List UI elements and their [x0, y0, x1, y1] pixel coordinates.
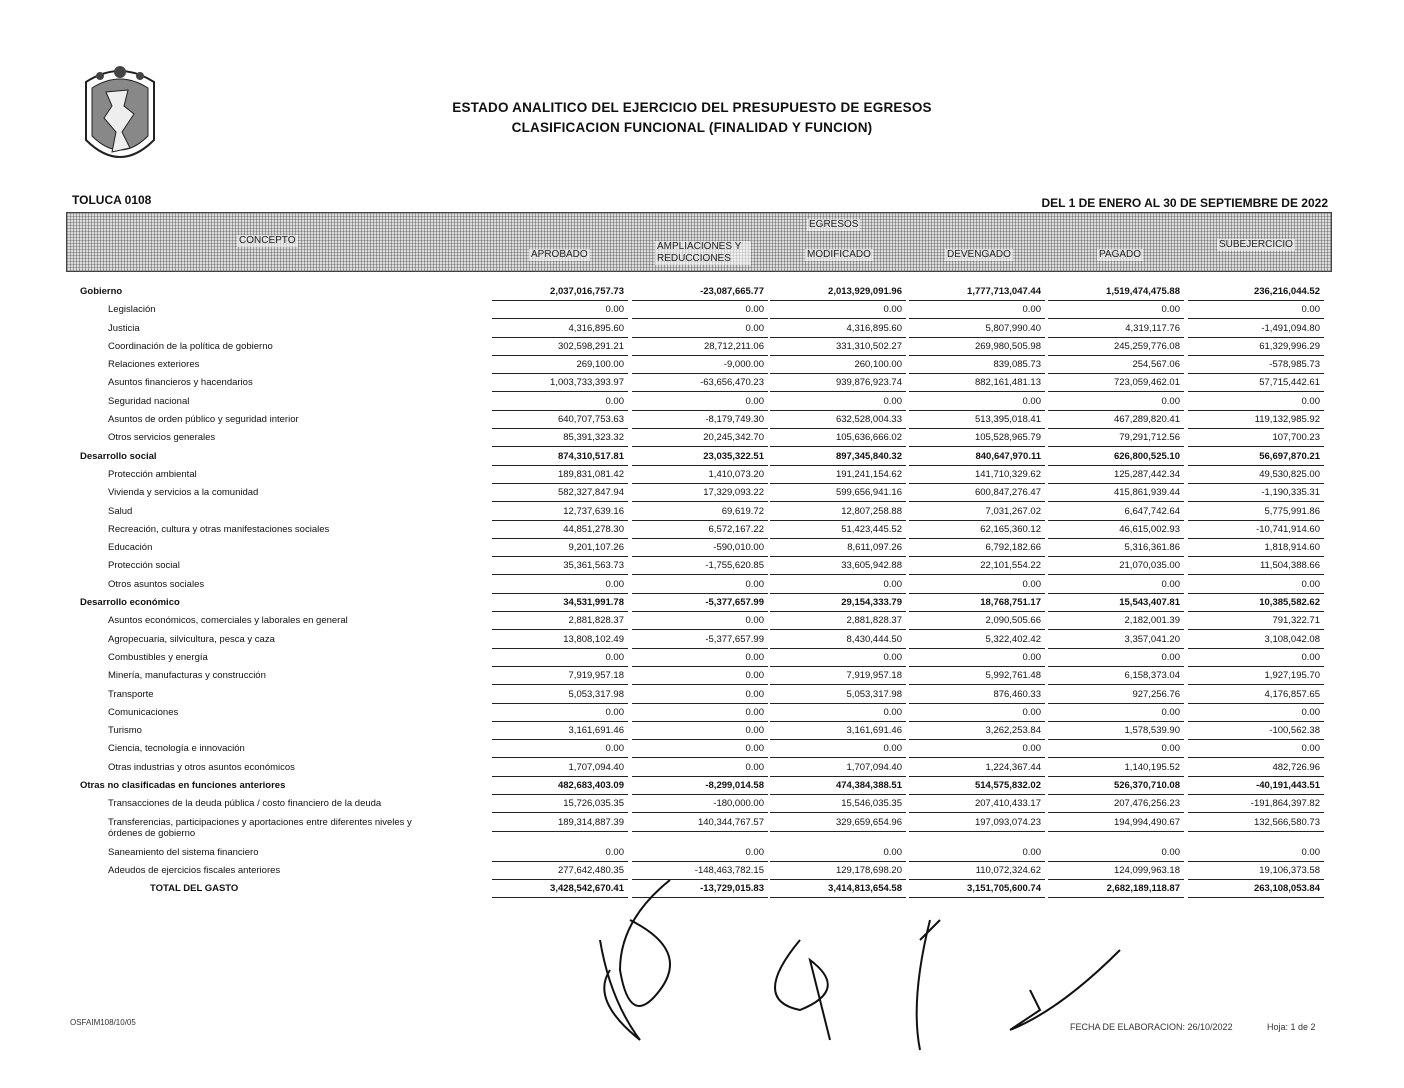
cell-devengado: 105,528,965.79 — [909, 432, 1045, 447]
cell-ampliaciones-y-reducciones: 0.00 — [632, 743, 768, 758]
cell-ampliaciones-y-reducciones: -13,729,015.83 — [632, 883, 768, 898]
cell-devengado: 197,093,074.23 — [909, 817, 1045, 832]
cell-subejercicio: 0.00 — [1188, 396, 1324, 411]
table-row — [66, 723, 1330, 741]
row-label: Vivienda y servicios a la comunidad — [108, 487, 259, 499]
report-title: ESTADO ANALITICO DEL EJERCICIO DEL PRESUPUESTO DE EGRESOS — [452, 100, 932, 115]
cell-devengado: 3,151,705,600.74 — [909, 883, 1045, 898]
cell-pagado: 2,682,189,118.87 — [1048, 883, 1184, 898]
cell-aprobado: 189,314,887.39 — [492, 817, 628, 832]
table-row — [66, 558, 1330, 576]
row-label: Coordinación de la política de gobierno — [108, 340, 273, 352]
header-ampliaciones: AMPLIACIONES Y REDUCCIONES — [655, 241, 751, 265]
cell-ampliaciones-y-reducciones: -1,755,620.85 — [632, 560, 768, 575]
cell-pagado: 927,256.76 — [1048, 689, 1184, 704]
row-label: Educación — [108, 542, 153, 554]
cell-pagado: 467,289,820.41 — [1048, 414, 1184, 429]
row-label: Adeudos de ejercicios fiscales anteriores — [108, 864, 281, 876]
cell-subejercicio: 11,504,388.66 — [1188, 560, 1324, 575]
cell-modificado: 3,414,813,654.58 — [770, 883, 906, 898]
cell-aprobado: 302,598,291.21 — [492, 341, 628, 356]
section-row — [66, 595, 1330, 613]
cell-subejercicio: 1,818,914.60 — [1188, 542, 1324, 557]
cell-modificado: 8,611,097.26 — [770, 542, 906, 557]
cell-subejercicio: 61,329,996.29 — [1188, 341, 1324, 356]
cell-devengado: 0.00 — [909, 743, 1045, 758]
cell-modificado: 51,423,445.52 — [770, 524, 906, 539]
row-label: Gobierno — [80, 286, 123, 297]
cell-modificado: 191,241,154.62 — [770, 469, 906, 484]
cell-pagado: 3,357,041.20 — [1048, 634, 1184, 649]
cell-aprobado: 1,707,094.40 — [492, 762, 628, 777]
cell-subejercicio: -578,985.73 — [1188, 359, 1324, 374]
page-number: Hoja: 1 de 2 — [1267, 1022, 1316, 1032]
cell-devengado: 141,710,329.62 — [909, 469, 1045, 484]
cell-ampliaciones-y-reducciones: 28,712,211.06 — [632, 341, 768, 356]
cell-ampliaciones-y-reducciones: 0.00 — [632, 652, 768, 667]
cell-pagado: 79,291,712.56 — [1048, 432, 1184, 447]
cell-aprobado: 3,161,691.46 — [492, 725, 628, 740]
cell-ampliaciones-y-reducciones: -148,463,782.15 — [632, 865, 768, 880]
cell-aprobado: 189,831,081.42 — [492, 469, 628, 484]
cell-subejercicio: 0.00 — [1188, 847, 1324, 862]
cell-aprobado: 1,003,733,393.97 — [492, 377, 628, 392]
cell-subejercicio: 0.00 — [1188, 579, 1324, 594]
cell-aprobado: 34,531,991.78 — [492, 597, 628, 612]
cell-pagado: 46,615,002.93 — [1048, 524, 1184, 539]
table-row — [66, 650, 1330, 668]
cell-devengado: 269,980,505.98 — [909, 341, 1045, 356]
cell-modificado: 2,881,828.37 — [770, 615, 906, 630]
cell-modificado: 4,316,895.60 — [770, 323, 906, 338]
cell-modificado: 0.00 — [770, 304, 906, 319]
row-label: Otros servicios generales — [108, 432, 216, 444]
cell-subejercicio: 482,726.96 — [1188, 762, 1324, 777]
cell-devengado: 600,847,276.47 — [909, 487, 1045, 502]
cell-modificado: 7,919,957.18 — [770, 670, 906, 685]
cell-aprobado: 0.00 — [492, 847, 628, 862]
cell-aprobado: 85,391,323.32 — [492, 432, 628, 447]
row-label: Asuntos de orden público y seguridad interior — [108, 414, 299, 426]
cell-pagado: 6,647,742.64 — [1048, 506, 1184, 521]
cell-subejercicio: -1,190,335.31 — [1188, 487, 1324, 502]
cell-ampliaciones-y-reducciones: 0.00 — [632, 579, 768, 594]
row-label: Transferencias, participaciones y aportaciones entre diferentes niveles y órdenes de gobierno — [108, 816, 412, 839]
cell-pagado: 0.00 — [1048, 304, 1184, 319]
cell-ampliaciones-y-reducciones: 0.00 — [632, 396, 768, 411]
cell-devengado: 0.00 — [909, 396, 1045, 411]
cell-devengado: 62,165,360.12 — [909, 524, 1045, 539]
form-code: OSFAIM108/10/05 — [70, 1018, 136, 1027]
cell-modificado: 3,161,691.46 — [770, 725, 906, 740]
cell-ampliaciones-y-reducciones: -5,377,657.99 — [632, 597, 768, 612]
table-row — [66, 668, 1330, 686]
row-label: Justicia — [108, 322, 140, 334]
cell-ampliaciones-y-reducciones: -8,179,749.30 — [632, 414, 768, 429]
cell-subejercicio: 0.00 — [1188, 707, 1324, 722]
cell-aprobado: 0.00 — [492, 652, 628, 667]
row-label: Protección social — [108, 560, 180, 572]
cell-aprobado: 7,919,957.18 — [492, 670, 628, 685]
cell-subejercicio: 57,715,442.61 — [1188, 377, 1324, 392]
cell-pagado: 1,519,474,475.88 — [1048, 286, 1184, 301]
table-row — [66, 412, 1330, 430]
cell-pagado: 626,800,525.10 — [1048, 451, 1184, 466]
row-label: Transporte — [108, 688, 154, 700]
cell-subejercicio: 119,132,985.92 — [1188, 414, 1324, 429]
table-row — [66, 845, 1330, 863]
table-row — [66, 613, 1330, 631]
cell-modificado: 260,100.00 — [770, 359, 906, 374]
cell-modificado: 474,384,388.51 — [770, 780, 906, 795]
cell-pagado: 0.00 — [1048, 396, 1184, 411]
cell-ampliaciones-y-reducciones: 0.00 — [632, 847, 768, 862]
cell-aprobado: 5,053,317.98 — [492, 689, 628, 704]
cell-devengado: 0.00 — [909, 652, 1045, 667]
cell-modificado: 2,013,929,091.96 — [770, 286, 906, 301]
cell-ampliaciones-y-reducciones: 0.00 — [632, 304, 768, 319]
row-label: TOTAL DEL GASTO — [150, 883, 239, 895]
row-label: Protección ambiental — [108, 468, 197, 480]
table-row — [66, 339, 1330, 357]
report-subtitle: CLASIFICACION FUNCIONAL (FINALIDAD Y FUNCION) — [511, 120, 873, 135]
cell-subejercicio: 0.00 — [1188, 743, 1324, 758]
cell-ampliaciones-y-reducciones: 23,035,322.51 — [632, 451, 768, 466]
table-row — [66, 577, 1330, 595]
cell-devengado: 22,101,554.22 — [909, 560, 1045, 575]
table-header — [66, 212, 1332, 272]
row-label: Turismo — [108, 725, 142, 737]
cell-pagado: 5,316,361.86 — [1048, 542, 1184, 557]
cell-devengado: 840,647,970.11 — [909, 451, 1045, 466]
cell-ampliaciones-y-reducciones: -8,299,014.58 — [632, 780, 768, 795]
cell-subejercicio: -191,864,397.82 — [1188, 798, 1324, 813]
table-row — [66, 687, 1330, 705]
cell-modificado: 33,605,942.88 — [770, 560, 906, 575]
cell-pagado: 245,259,776.08 — [1048, 341, 1184, 356]
cell-subejercicio: 107,700.23 — [1188, 432, 1324, 447]
cell-devengado: 207,410,433.17 — [909, 798, 1045, 813]
cell-ampliaciones-y-reducciones: 0.00 — [632, 707, 768, 722]
cell-modificado: 5,053,317.98 — [770, 689, 906, 704]
budget-table — [66, 284, 1330, 900]
cell-pagado: 526,370,710.08 — [1048, 780, 1184, 795]
row-label: Otras no clasificadas en funciones anteriores — [80, 780, 286, 792]
cell-aprobado: 874,310,517.81 — [492, 451, 628, 466]
cell-pagado: 0.00 — [1048, 847, 1184, 862]
row-label: Asuntos económicos, comerciales y laborales en general — [108, 615, 348, 627]
cell-aprobado: 4,316,895.60 — [492, 323, 628, 338]
cell-modificado: 1,707,094.40 — [770, 762, 906, 777]
cell-devengado: 0.00 — [909, 707, 1045, 722]
cell-devengado: 882,161,481.13 — [909, 377, 1045, 392]
cell-devengado: 1,777,713,047.44 — [909, 286, 1045, 301]
row-label: Minería, manufacturas y construcción — [108, 670, 266, 682]
cell-subejercicio: 19,106,373.58 — [1188, 865, 1324, 880]
cell-modificado: 632,528,004.33 — [770, 414, 906, 429]
cell-devengado: 3,262,253.84 — [909, 725, 1045, 740]
cell-aprobado: 0.00 — [492, 304, 628, 319]
cell-pagado: 1,578,539.90 — [1048, 725, 1184, 740]
row-label: Recreación, cultura y otras manifestaciones sociales — [108, 523, 330, 535]
cell-devengado: 2,090,505.66 — [909, 615, 1045, 630]
cell-pagado: 4,319,117.76 — [1048, 323, 1184, 338]
cell-aprobado: 15,726,035.35 — [492, 798, 628, 813]
table-row — [66, 863, 1330, 881]
cell-pagado: 0.00 — [1048, 579, 1184, 594]
cell-ampliaciones-y-reducciones: -23,087,665.77 — [632, 286, 768, 301]
municipal-seal-logo — [78, 62, 162, 174]
cell-ampliaciones-y-reducciones: 6,572,167.22 — [632, 524, 768, 539]
section-row — [66, 778, 1330, 796]
cell-devengado: 0.00 — [909, 579, 1045, 594]
cell-modificado: 0.00 — [770, 847, 906, 862]
cell-pagado: 124,099,963.18 — [1048, 865, 1184, 880]
signatures — [560, 880, 1160, 1060]
table-row — [66, 357, 1330, 375]
cell-aprobado: 12,737,639.16 — [492, 506, 628, 521]
cell-pagado: 0.00 — [1048, 652, 1184, 667]
header-subejercicio: SUBEJERCICIO — [1219, 239, 1293, 250]
cell-pagado: 21,070,035.00 — [1048, 560, 1184, 575]
cell-subejercicio: 791,322.71 — [1188, 615, 1324, 630]
cell-ampliaciones-y-reducciones: 0.00 — [632, 725, 768, 740]
cell-devengado: 513,395,018.41 — [909, 414, 1045, 429]
cell-devengado: 514,575,832.02 — [909, 780, 1045, 795]
cell-devengado: 839,085.73 — [909, 359, 1045, 374]
cell-pagado: 125,287,442.34 — [1048, 469, 1184, 484]
cell-devengado: 5,992,761.48 — [909, 670, 1045, 685]
cell-devengado: 0.00 — [909, 847, 1045, 862]
table-row — [66, 796, 1330, 814]
cell-pagado: 415,861,939.44 — [1048, 487, 1184, 502]
cell-devengado: 5,322,402.42 — [909, 634, 1045, 649]
cell-modificado: 897,345,840.32 — [770, 451, 906, 466]
cell-pagado: 15,543,407.81 — [1048, 597, 1184, 612]
cell-pagado: 1,140,195.52 — [1048, 762, 1184, 777]
cell-devengado: 6,792,182.66 — [909, 542, 1045, 557]
header-concepto: CONCEPTO — [239, 235, 296, 246]
cell-aprobado: 640,707,753.63 — [492, 414, 628, 429]
cell-modificado: 0.00 — [770, 743, 906, 758]
header-modificado: MODIFICADO — [807, 249, 871, 260]
cell-subejercicio: -100,562.38 — [1188, 725, 1324, 740]
cell-ampliaciones-y-reducciones: -5,377,657.99 — [632, 634, 768, 649]
row-label: Combustibles y energía — [108, 651, 208, 663]
cell-ampliaciones-y-reducciones: 1,410,073.20 — [632, 469, 768, 484]
row-label: Desarrollo económico — [80, 597, 180, 609]
cell-modificado: 331,310,502.27 — [770, 341, 906, 356]
cell-aprobado: 2,037,016,757.73 — [492, 286, 628, 301]
cell-devengado: 7,031,267.02 — [909, 506, 1045, 521]
table-row — [66, 632, 1330, 650]
cell-aprobado: 0.00 — [492, 396, 628, 411]
table-row — [66, 504, 1330, 522]
cell-aprobado: 9,201,107.26 — [492, 542, 628, 557]
cell-subejercicio: 0.00 — [1188, 304, 1324, 319]
cell-devengado: 0.00 — [909, 304, 1045, 319]
cell-pagado: 723,059,462.01 — [1048, 377, 1184, 392]
cell-devengado: 1,224,367.44 — [909, 762, 1045, 777]
cell-modificado: 129,178,698.20 — [770, 865, 906, 880]
period-label: DEL 1 DE ENERO AL 30 DE SEPTIEMBRE DE 2022 — [1041, 196, 1328, 210]
table-row — [66, 485, 1330, 503]
table-row — [66, 760, 1330, 778]
cell-ampliaciones-y-reducciones: -63,656,470.23 — [632, 377, 768, 392]
row-label: Otras industrias y otros asuntos económicos — [108, 761, 295, 773]
section-row — [66, 449, 1330, 467]
cell-subejercicio: 56,697,870.21 — [1188, 451, 1324, 466]
cell-ampliaciones-y-reducciones: 0.00 — [632, 670, 768, 685]
row-label: Ciencia, tecnología e innovación — [108, 743, 245, 755]
cell-subejercicio: -1,491,094.80 — [1188, 323, 1324, 338]
cell-ampliaciones-y-reducciones: -180,000.00 — [632, 798, 768, 813]
table-row — [66, 375, 1330, 393]
section-row — [66, 284, 1330, 302]
row-label: Comunicaciones — [108, 706, 179, 718]
cell-ampliaciones-y-reducciones: 140,344,767.57 — [632, 817, 768, 832]
cell-subejercicio: 3,108,042.08 — [1188, 634, 1324, 649]
cell-devengado: 110,072,324.62 — [909, 865, 1045, 880]
cell-devengado: 876,460.33 — [909, 689, 1045, 704]
cell-aprobado: 277,642,480.35 — [492, 865, 628, 880]
cell-aprobado: 3,428,542,670.41 — [492, 883, 628, 898]
cell-aprobado: 0.00 — [492, 579, 628, 594]
table-row — [66, 302, 1330, 320]
cell-ampliaciones-y-reducciones: 69,619.72 — [632, 506, 768, 521]
table-row — [66, 815, 1330, 845]
cell-modificado: 329,659,654.96 — [770, 817, 906, 832]
cell-ampliaciones-y-reducciones: 17,329,093.22 — [632, 487, 768, 502]
cell-aprobado: 482,683,403.09 — [492, 780, 628, 795]
table-row — [66, 741, 1330, 759]
cell-modificado: 939,876,923.74 — [770, 377, 906, 392]
cell-aprobado: 44,851,278.30 — [492, 524, 628, 539]
cell-pagado: 194,994,490.67 — [1048, 817, 1184, 832]
cell-ampliaciones-y-reducciones: -590,010.00 — [632, 542, 768, 557]
cell-aprobado: 13,808,102.49 — [492, 634, 628, 649]
cell-pagado: 2,182,001.39 — [1048, 615, 1184, 630]
cell-pagado: 207,476,256.23 — [1048, 798, 1184, 813]
cell-subejercicio: 4,176,857.65 — [1188, 689, 1324, 704]
cell-pagado: 6,158,373.04 — [1048, 670, 1184, 685]
elaboration-date: FECHA DE ELABORACION: 26/10/2022 — [1070, 1022, 1233, 1032]
cell-aprobado: 2,881,828.37 — [492, 615, 628, 630]
cell-modificado: 0.00 — [770, 396, 906, 411]
cell-subejercicio: 5,775,991.86 — [1188, 506, 1324, 521]
cell-modificado: 599,656,941.16 — [770, 487, 906, 502]
table-row — [66, 321, 1330, 339]
row-label: Salud — [108, 505, 133, 517]
cell-ampliaciones-y-reducciones: 0.00 — [632, 323, 768, 338]
cell-modificado: 29,154,333.79 — [770, 597, 906, 612]
row-label: Legislación — [108, 304, 156, 316]
table-row — [66, 394, 1330, 412]
cell-subejercicio: 132,566,580.73 — [1188, 817, 1324, 832]
cell-subejercicio: 263,108,053.84 — [1188, 883, 1324, 898]
cell-aprobado: 269,100.00 — [492, 359, 628, 374]
cell-ampliaciones-y-reducciones: 0.00 — [632, 689, 768, 704]
cell-pagado: 0.00 — [1048, 707, 1184, 722]
row-label: Relaciones exteriores — [108, 359, 200, 371]
table-row — [66, 705, 1330, 723]
cell-ampliaciones-y-reducciones: 20,245,342.70 — [632, 432, 768, 447]
row-label: Asuntos financieros y hacendarios — [108, 377, 253, 389]
header-devengado: DEVENGADO — [947, 249, 1011, 260]
cell-modificado: 0.00 — [770, 707, 906, 722]
cell-ampliaciones-y-reducciones: 0.00 — [632, 615, 768, 630]
row-label: Desarrollo social — [80, 450, 157, 462]
cell-subejercicio: -10,741,914.60 — [1188, 524, 1324, 539]
cell-ampliaciones-y-reducciones: -9,000.00 — [632, 359, 768, 374]
cell-subejercicio: 236,216,044.52 — [1188, 286, 1324, 301]
cell-subejercicio: 10,385,582.62 — [1188, 597, 1324, 612]
table-row — [66, 522, 1330, 540]
cell-aprobado: 582,327,847.94 — [492, 487, 628, 502]
cell-modificado: 15,546,035.35 — [770, 798, 906, 813]
row-label: Transacciones de la deuda pública / costo financiero de la deuda — [108, 798, 382, 810]
cell-pagado: 0.00 — [1048, 743, 1184, 758]
cell-devengado: 5,807,990.40 — [909, 323, 1045, 338]
cell-aprobado: 35,361,563.73 — [492, 560, 628, 575]
cell-subejercicio: 0.00 — [1188, 652, 1324, 667]
cell-subejercicio: 1,927,195.70 — [1188, 670, 1324, 685]
header-pagado: PAGADO — [1099, 249, 1142, 260]
row-label: Seguridad nacional — [108, 395, 190, 407]
entity-label: TOLUCA 0108 — [72, 193, 152, 207]
cell-modificado: 0.00 — [770, 652, 906, 667]
table-row — [66, 540, 1330, 558]
table-row — [66, 430, 1330, 448]
cell-aprobado: 0.00 — [492, 707, 628, 722]
egresos-group-header: EGRESOS — [809, 219, 859, 230]
cell-subejercicio: -40,191,443.51 — [1188, 780, 1324, 795]
cell-subejercicio: 49,530,825.00 — [1188, 469, 1324, 484]
cell-modificado: 8,430,444.50 — [770, 634, 906, 649]
row-label: Saneamiento del sistema financiero — [108, 846, 259, 858]
cell-pagado: 254,567.06 — [1048, 359, 1184, 374]
table-row — [66, 467, 1330, 485]
cell-modificado: 0.00 — [770, 579, 906, 594]
cell-modificado: 12,807,258.88 — [770, 506, 906, 521]
header-aprobado: APROBADO — [531, 249, 588, 260]
cell-devengado: 18,768,751.17 — [909, 597, 1045, 612]
row-label: Otros asuntos sociales — [108, 578, 205, 590]
cell-aprobado: 0.00 — [492, 743, 628, 758]
cell-ampliaciones-y-reducciones: 0.00 — [632, 762, 768, 777]
row-label: Agropecuaria, silvicultura, pesca y caza — [108, 633, 275, 645]
cell-modificado: 105,636,666.02 — [770, 432, 906, 447]
